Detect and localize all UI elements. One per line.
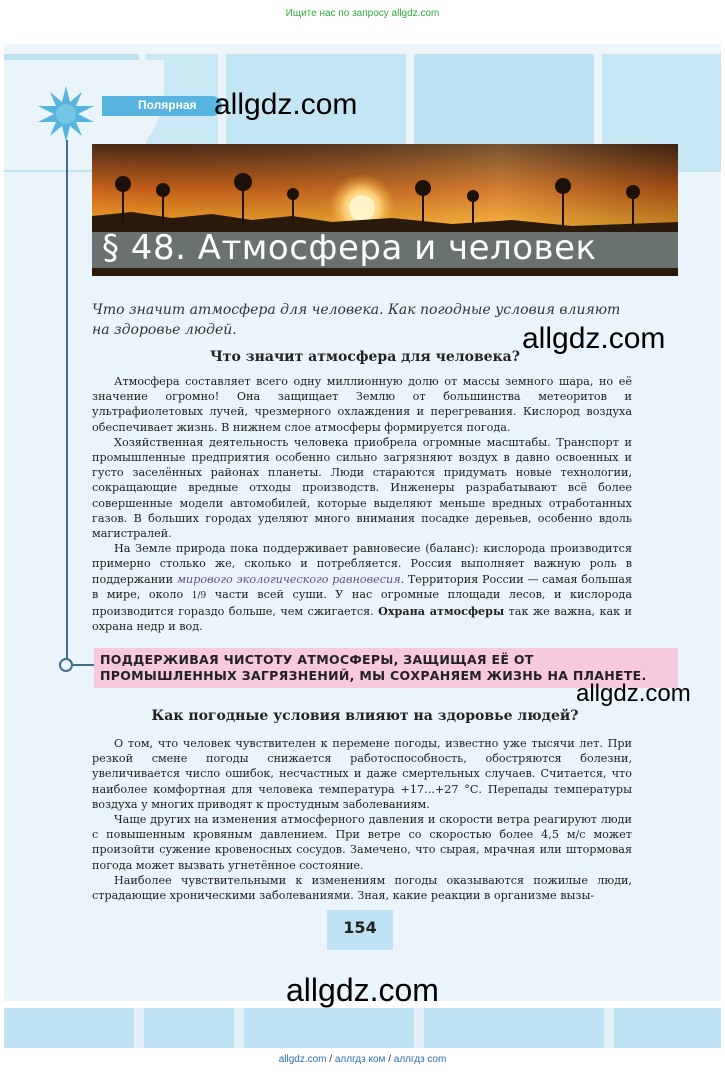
watermark: allgdz.com [286, 972, 439, 1008]
term-link: мирового экологического равновесия [176, 572, 401, 586]
footer: allgdz.com / аллгдз ком / аллгдз com [278, 1054, 447, 1065]
margin-dot [59, 658, 73, 672]
polar-star-icon [38, 86, 94, 142]
section-label-text: Полярная [138, 98, 197, 112]
page-title: § 48. Атмосфера и человек [102, 228, 597, 268]
paragraph: Атмосфера составляет всего одну миллионную долю от массы земного шара, но её значение огромно! Она защищает Землю от большинства метеоритов и ультрафиолетовых лучей, чрезмерного охлаждения и перегревания. Кислород воздуха обеспечивает жизнь. В нижнем слое атмосферы формируется погода. [92, 375, 632, 434]
footer-link[interactable]: аллгдз com [393, 1054, 447, 1065]
page-number: 154 [343, 918, 377, 937]
watermark: allgdz.com [576, 680, 691, 707]
footer-link[interactable]: allgdz.com [278, 1054, 327, 1065]
paragraph: О том, что человек чувствителен к перемене погоды, известно уже тысячи лет. При резкой смене погоды снижается работоспособность, обостряются болезни, увеличивается число ошибок, несчастных и даже смертельных случаев. Считается, что наиболее комфортная для человека температура +17...+27 °С. Перепады температуры воздуха у многих приводят к простудным заболеваниям. [92, 737, 632, 811]
margin-line [66, 140, 68, 664]
section-heading: Как погодные условия влияют на здоровье людей? [151, 708, 579, 724]
footer-link[interactable]: аллгдз ком [334, 1054, 386, 1065]
next-page-edge [4, 1008, 721, 1048]
paragraph: На Земле природа пока поддерживает равновесие (баланс): кислорода производится примерно столько же, сколько и потребляется. Россия выполняет важную роль в поддержании мирового экологического равновесия. Территория России — самая большая в мире, около 1/9 части всей суши. У нас огромные площади лесов, и кислорода производится гораздо больше, чем сжигается. Охрана атмосферы так же важна, как и охрана недр и вод. [92, 542, 633, 634]
paragraph: Чаще других на изменения атмосферного давления и скорости ветра реагируют люди с повышенным кровяным давлением. При ветре со скоростью более 4,5 м/с может произойти сужение кровеносных сосудов. Замечено, что сырая, мрачная или штормовая погода может вызвать угнетённое состояние. [92, 813, 632, 872]
paragraph: Хозяйственная деятельность человека приобрела огромные масштабы. Транспорт и промышленные предприятия особенно сильно загрязняют воздух в давно освоенных и густо заселённых районах планеты. Люди стараются придумать новые технологии, сокращающие вредные отходы производств. Инженеры разрабатывают всё более совершенные модели автомобилей, которые выделяют меньше вредных отработанных газов. В больших городах уделяют много внимания посадке деревьев, особенно вдоль магистралей. [92, 435, 632, 541]
intro-questions: Что значит атмосфера для человека. Как погодные условия влияют на здоровье людей. [92, 302, 621, 338]
margin-connector [73, 664, 95, 666]
section-heading: Что значит атмосфера для человека? [210, 349, 520, 365]
paragraph: Наиболее чувствительными к изменениям погоды оказываются пожилые люди, страдающие хроническими заболеваниями. Зная, какие реакции в организме вызы- [92, 873, 632, 903]
top-note: Ищите нас по запросу allgdz.com [285, 8, 440, 19]
key-statement-text: ПОДДЕРЖИВАЯ ЧИСТОТУ АТМОСФЕРЫ, ЗАЩИЩАЯ ЕЁ ОТ ПРОМЫШЛЕННЫХ ЗАГРЯЗНЕНИЙ, МЫ СОХРАНЯЕМ ЖИЗНЬ НА ПЛАНЕТЕ. [100, 652, 647, 683]
page-top-edge [4, 44, 721, 54]
bold-term: Охрана атмосферы [378, 604, 505, 619]
section-label [102, 96, 222, 116]
fraction: 1/9 [191, 590, 207, 601]
watermark: allgdz.com [214, 88, 358, 121]
watermark: allgdz.com [522, 322, 666, 355]
body-text-1 [92, 374, 632, 634]
body-text-2 [92, 736, 632, 903]
